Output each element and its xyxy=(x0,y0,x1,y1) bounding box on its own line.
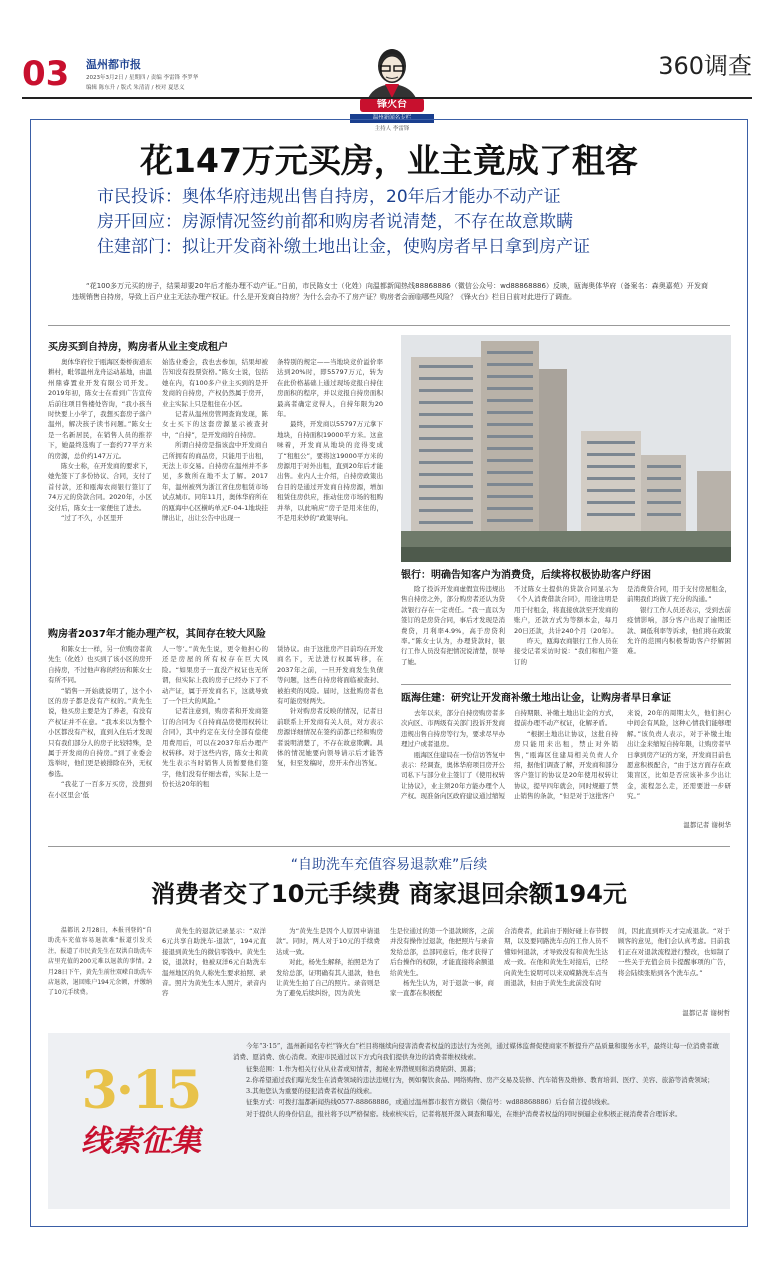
section-2-col2: 人一等’。”黄先生说，更令他担心的还是房屋的所有权存在巨大风险。“如果房子一直没产权证也无所谓，但实际上我的房子已经办下了不动产证，属于开发商名下，这就导致了一个巨大的风险。” 记者注意到，购房者和开发商签订的合同为《自持商品房使用权转让合同》，其中约定在支付全部有偿使用费用后，可以在2037年后办理产权转移。对于这些内容，陈女士和黄先生表示当时销售人员暂要他们签字，他们没有仔细去看，实际上是一份长达20年的租 xyxy=(162,645,268,789)
paper-name: 温州都市报 xyxy=(86,58,141,71)
column-host: 主持人 李雷锋 xyxy=(374,126,410,132)
story2-col2: 黄先生的退款记录显示：“双洋6元共享自助洗车-退款”，194元直接退到黄先生的微信零钱中。黄先生说，退款时，他被双洋6元自助洗车温州地区的负人称先生要求拍照、录音。照片为黄先生本人照片，录音内容 xyxy=(162,927,266,998)
subheadline-3: 住建部门：拟让开发商补缴土地出让金，使购房者早日拿到房产证 xyxy=(97,237,590,257)
column-name-badge xyxy=(360,98,424,112)
section-1-heading: 买房买到自持房，购房者从业主变成租户 xyxy=(48,342,228,353)
column-name: 锋火台 xyxy=(377,99,407,110)
story2-headline: 消费者交了10元手续费 商家退回余额194元 xyxy=(151,880,627,908)
campaign-logo-number: 3·15 xyxy=(81,1060,201,1121)
story2-col4: 生是位通过的第一个退款顾客，之前并没有操作过退款，他把照片与录音发给总部，总部同意后，他才获得了后台操作的权限，才能直接将余额退给黄先生。 杨先生认为，对于退款一事，商家一直都在积极配 xyxy=(390,927,494,998)
story2-col1: 温都讯 2月28日，本报刊登的“自助洗车充值容易退款难”报道引发关注，报道了市民黄先生在双洪自助洗车店里充值的200元难以退款的事情。2月28日下午，黄先生前往双嵘自助洗车店退款，退回账户194元余额，并缴纳了10元手续费。 xyxy=(48,927,152,997)
story2-col5: 合消费者，此前由于刚好碰上春节假期，以及要同路洗车点的工作人员不懂如何退款，才导致没有和黄先生达成一致。在他和黄先生对接后，已经向黄先生说明可以来双嵘路洗车点当面退款，但由于黄先生此前没有时 xyxy=(504,927,608,988)
section-4-rule xyxy=(401,684,731,685)
intro-paragraph: “花100多万元买的房子，结果却要20年后才能办理不动产证。”日前，市民陈女士（化姓）向温都新闻热线88868886（微信公众号：wd88868886）反映，瓯海奥体华府（备案名：森奥嘉苑）开发商违规销售自持房，导致上百户业主无法办理产权证。什么是开发商自持房？为什么会办不了房产证？购房者会面临哪些风险？《锋火台》栏目日前对此进行了调查。 xyxy=(72,282,708,301)
campaign-logo-text: 线索征集 xyxy=(81,1124,201,1159)
apartment-towers-icon xyxy=(401,335,731,562)
subheadline-2: 房开回应：房源情况签约前都和购房者说清楚，不存在故意欺瞒 xyxy=(97,212,573,232)
intro-rule xyxy=(48,325,730,326)
section-2-col1: 和陈女士一样，另一位购房者黄先生（化姓）也买到了该小区的房开自持房，不过他声称的经历和陈女士有所不同。 “销售一开始就说明了，这个小区的房子都是没有产权的。”黄先生说，他买房主要是为了养老，有没有产权证并不在意。“我本来以为整个小区都没有产权，直到入住后才发现只有我们部分人的房子比较特殊，是属于开发商的自持房。”到了业委会选举时，他们更是被排除在外，无权参选。 “我花了一百多万买房，没想到在小区里会‘低 xyxy=(48,645,152,799)
story2-kicker: “自助洗车充值容易退款难”后续 xyxy=(290,857,488,873)
section-3-col3: 是消费贷合同，用于支付房屋租金，前期我们均做了充分的沟通。” 银行工作人员还表示，受到去前疫情影响，部分客户出现了逾期还款、调低利率等诉求，他们将在政策允许的范围内积极帮助客户纾解困难。 xyxy=(627,585,731,656)
section-4-heading: 瓯海住建：研究让开发商补缴土地出让金，让购房者早日拿证 xyxy=(401,693,671,704)
story2-rule xyxy=(48,846,730,847)
campaign-logo xyxy=(56,1061,226,1181)
section-2-heading: 购房者2037年才能办理产权，其间存在较大风险 xyxy=(48,629,266,640)
story2-col3: 为“黄先生是因个人原因申请退款”。同时，两人对于10元的手续费达成一致。 对此，杨先生解释，拍照是为了发给总部，证明确有其人退款，他也让黄先生拍了自己的照片。录音则是为了避免后续纠纷，因为黄先 xyxy=(276,927,380,998)
section-4-col3: 来说，20年的周期太久，他们担心中间会有风险，这种心情我们能够理解。”该负责人表示，对于补缴土地出让金来缩短自持年限，让购房者早日拿到房产证的方案，开发商目前也愿意积极配合，“由于这方面存在政策盲区，比如是否应该补多少出让金，流程怎么走，还需要进一步研究。” xyxy=(627,709,731,801)
section-2-col3: 赁协议。由于这批房产目前均在开发商名下，无法进行权属转移，在2037年之前，一旦开发商发生负债等问题，这些自持房将面临被查封、被拍卖的风险。届时，这批购房者也有可能房财两失。 针对购房者反映的情况，记者日前联系上开发商有关人员，对方表示房源详细情况在签约前都已经和购房者说明清楚了，不存在故意欺瞒。具体的情况她要向领导请示后才能答复，但至发稿时，房开未作出答复。 xyxy=(277,645,383,768)
building-photo xyxy=(401,335,731,562)
page-number: 03 xyxy=(22,54,70,94)
story2-col6: 间，因此直到昨天才完成退款。“对于顾客的意见，他们会认真考虑。目前我们正在对退款流程进行整改，也如制了一些关于充值会员卡提醒事项的广告，将会陆续张贴到各个洗车点。” xyxy=(618,927,730,977)
section-1-col2: 始选业委会，我也去参加，结果却被告知没有投票资格。”陈女士说，包括她在内，有100多户业主买到的是开发商的自持房，产权仍然属于房开，业主实际上只是租住在小区。 记者从温州房管网查询发现，陈女士买下的这套房源显示被查封中，“自持”，是开发商的自持房。 所谓自持房是指该盘中开发商自己所拥有的商品房，只能用于出租，无法上市交易。自持房在温州并不多见，多数所在地不太了解。2017年，温州被列为浙江省住房租赁市场试点城市。同年11月，奥体华府所在的瓯海中心区横屿单元F-04-1地块挂牌出让，出让公告中出现一 xyxy=(162,358,268,523)
section-1-col1: 奥体华府位于瓯海区娄桥街道东耕村，毗邻温州龙舟运动基地，由温州鼎睿置业开发有限公司开发。2019年初，陈女士在看到广告宣传后前往项目售楼处咨询，“我小孩当时快要上小学了，我想买套房子落户温州，解决孩子读书问题。”陈女士是一名新居民，在销售人员的推荐下，她最终选购了一套约77平方米的房源，总价约147万元。 陈女士称，在开发商的要求下，她先签下了多份协议、合同，支付了首付款，还和瓯海农商银行签订了74万元的贷款合同。2020年，小区交付后，陈女士一家便住了进去。 “过了不久，小区里开 xyxy=(48,358,152,523)
issue-meta-1: 2023年3月2日 / 星期四 / 责编 李雷锋 李罗华 xyxy=(86,75,199,81)
campaign-text: 今年“3·15”，温州新闻名专栏“锋火台”栏目将继续向侵害消费者权益的违法行为亮剑，通过媒体监督促使商家不断提升产品质量和服务水平，最终让每一位消费者敢消费、愿消费、放心消费。欢迎市民通过以下方式向我们提供身边的消费者维权线索。 征集范围：1.作为相关行业从业者或知情者，揭秘业界潜规则和消费陷阱、黑幕； 2.你希望通过我们曝光发生在消费领域的违法违规行为，例如餐饮食品、网络购物、房产交易及装修、汽车销售及维修、教育培训、医疗、美容、旅游等消费领域； 3.其他您认为重要的侵犯消费者权益的线索。 征集方式：可拨打温都新闻热线0577-88868886，或通过温州都市报官方微信（微信号：wd88868886）后台留言提供线索。 对于提供人的身份信息，报社将予以严格保密。线索核实后，记者将展开深入调查和曝光，在维护消费者权益的同时倒逼企业积极正视消费者合理诉求。 xyxy=(233,1042,719,1118)
masthead xyxy=(22,54,262,94)
issue-meta-2: 编辑 陈东升 / 版式 朱清清 / 校对 夏思义 xyxy=(86,85,185,91)
section-4-col1: 去年以来，部分自持房购房者多次向区、市两级有关部门投诉开发商违规出售自持房等行为，要求尽早办理过户或者退房。 瓯海区住建局在一份信访答复中表示：经调查，奥体华府项目房开公司私下与部分业主签订了《使用权转让协议》，业主须20年方能办理个人产权。现准备向区政府建议通过缩短 xyxy=(401,709,505,801)
section-title: 360调查 xyxy=(658,52,752,80)
section-3-col2: 不过陈女士提供的贷款合同显示为《个人消费借款合同》，用途注明是用于付租金，将直接放款至开发商的账户，还款方式为等额本金，每月20日还款，共计240个月（20年）。 昨天，瓯海农商银行工作人员在接受记者采访时说：“我们和租户签订的 xyxy=(514,585,618,666)
section-1-col3: 条特别的规定——当地块竞价溢价率达到20%时，即55797万元，转为在此价格基础上通过现场竞报自持住房面积的程序，并以竞报自持房面积最高者确定竞得人，自持年限为20年。 最终，开发商以55797万元拿下地块，自持面积19000平方米。这意味着，开发商从地块的竞得变成了“租租公”，要将这19000平方米的房源用于对外出租，直到20年后才能出售。业内人士介绍，自持房政策出台目的是通过开发商自持房源，增加租赁住房供应，推动住房市场的租购并举，以此响应“房子是用来住的，不是用来炒的”政策导向。 xyxy=(277,358,383,523)
section-3-col1: 除了投诉开发商虚假宣传违规出售自持房之外，部分购房者还认为贷款银行存在一定责任。“我一直以为签订的是房贷合同，事后才发现是消费贷，月利率4.9%，高于房贷利率。”陈女士认为，办理贷款时，银行工作人员没有把情况说清楚，误导了她。 xyxy=(401,585,505,666)
section-4-byline: 温都记者 谢树华 xyxy=(683,821,731,829)
campaign-box xyxy=(48,1033,730,1209)
subheadline-1: 市民投诉：奥体华府违规出售自持房，20年后才能办不动产证 xyxy=(97,187,561,207)
header-rule xyxy=(22,97,752,99)
main-headline: 花147万元买房，业主竟成了租客 xyxy=(140,141,638,180)
section-3-heading: 银行：明确告知客户为消费贷，后续将权极协助客户纾困 xyxy=(401,570,651,581)
section-4-col2: 自持期限、补缴土地出让金的方式，提前办理不动产权证，化解矛盾。 “根据土地出让协议，这批自持房只能用来出租，禁止对外销售，”瓯海区住建局相关负责人介绍，据他们调查了解，开发商和部分客户签订的协议是20年使用权转让协议，提早四年就会，同时规避了禁止销售的条款，“但是对于这批客户 xyxy=(514,709,618,801)
story2-byline: 温都记者 谢树哲 xyxy=(682,1009,730,1017)
column-subtitle: 温州新闻名专栏 xyxy=(350,114,434,123)
